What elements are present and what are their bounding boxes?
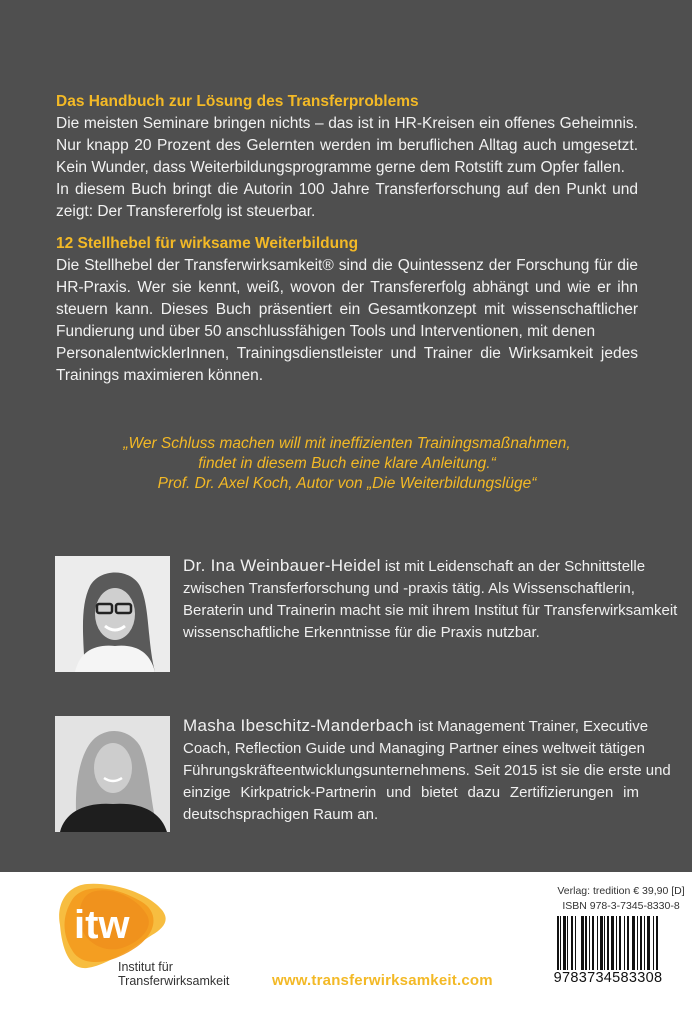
bio-line: einzige Kirkpatrick-Partnerin und bietet dazu Zertifizierungen im	[183, 784, 639, 801]
section-heading: 12 Stellhebel für wirksame Weiterbildung	[56, 235, 359, 252]
text-line: In diesem Buch bringt die Autorin 100 Jahre Transferforschung auf den Punkt und	[56, 181, 638, 198]
author-bio-weinbauer-heidel	[183, 555, 678, 644]
text-line: HR-Praxis. Wer sie kennt, weiß, wovon der Transfererfolg abhängt und wie er ihn	[56, 279, 638, 296]
text-line: steuern kann. Dieses Buch präsentiert ein Gesamtkonzept mit wissenschaftlicher	[56, 301, 638, 318]
isbn-label: ISBN 978-3-7345-8330-8	[562, 900, 680, 912]
section-body	[56, 255, 638, 387]
testimonial-quote	[56, 434, 638, 494]
text-line: Nur knapp 20 Prozent des Gelernten werden im beruflichen Alltag auch umgesetzt.	[56, 137, 638, 154]
section-stellhebel	[56, 233, 638, 387]
logo-caption-line: Transferwirksamkeit	[118, 974, 230, 988]
logo-caption-line: Institut für	[118, 960, 173, 974]
text-line: Fundierung und über 50 anschlussfähigen Tools und Interventionen, mit denen	[56, 323, 596, 340]
bio-text: ist mit Leidenschaft an der Schnittstelle	[380, 558, 646, 575]
section-heading: Das Handbuch zur Lösung des Transferproblems	[56, 93, 419, 110]
publisher-price: Verlag: tredition € 39,90 [D]	[557, 885, 685, 897]
text-line: Trainings maximieren können.	[56, 367, 264, 384]
itw-logo	[52, 880, 172, 970]
barcode-number: 9783734583308	[553, 970, 663, 986]
bio-line: zwischen Transferforschung und -praxis tätig. Als Wissenschaftlerin,	[183, 580, 635, 597]
text-line: Die meisten Seminare bringen nichts – das ist in HR-Kreisen ein offenes Geheimnis.	[56, 115, 638, 132]
text-line: Die Stellhebel der Transferwirksamkeit® sind die Quintessenz der Forschung für die	[56, 257, 638, 274]
text-line: PersonalentwicklerInnen, Trainingsdienstleister und Trainer die Wirksamkeit jedes	[56, 345, 638, 362]
author-name: Masha Ibeschitz-Manderbach	[183, 716, 414, 735]
bio-line: Führungskräfteentwicklungsunternehmens. Seit 2015 ist sie die erste und	[183, 762, 671, 779]
bio-line: deutschsprachigen Raum an.	[183, 806, 379, 823]
author-name: Dr. Ina Weinbauer-Heidel	[183, 556, 381, 575]
quote-line: „Wer Schluss machen will mit ineffizienten Trainingsmaßnahmen,	[123, 435, 571, 452]
bio-line: Coach, Reflection Guide und Managing Partner eines weltweit tätigen	[183, 740, 645, 757]
author-photo-ibeschitz-manderbach	[55, 716, 170, 832]
author-bio-ibeschitz-manderbach	[183, 715, 671, 826]
bio-line: Beraterin und Trainerin macht sie mit ihrem Institut für Transferwirksamkeit	[183, 602, 678, 619]
quote-line: findet in diesem Buch eine klare Anleitung.“	[198, 455, 496, 472]
logo-caption	[118, 960, 229, 988]
quote-attribution: Prof. Dr. Axel Koch, Autor von „Die Weiterbildungslüge“	[157, 475, 537, 492]
website-link[interactable]: www.transferwirksamkeit.com	[272, 972, 493, 989]
logo-mark: itw	[74, 903, 130, 947]
section-body	[56, 113, 638, 223]
text-line: Kein Wunder, dass Weiterbildungsprogramme gerne dem Rotstift zum Opfer fallen.	[56, 159, 625, 176]
author-photo-weinbauer-heidel	[55, 556, 170, 672]
bio-text: ist Management Trainer, Executive	[413, 718, 649, 735]
text-line: zeigt: Der Transfererfolg ist steuerbar.	[56, 203, 316, 220]
section-transferproblem	[56, 91, 638, 223]
barcode-icon	[557, 916, 659, 970]
bio-line: wissenschaftliche Erkenntnisse für die Praxis nutzbar.	[183, 624, 540, 641]
